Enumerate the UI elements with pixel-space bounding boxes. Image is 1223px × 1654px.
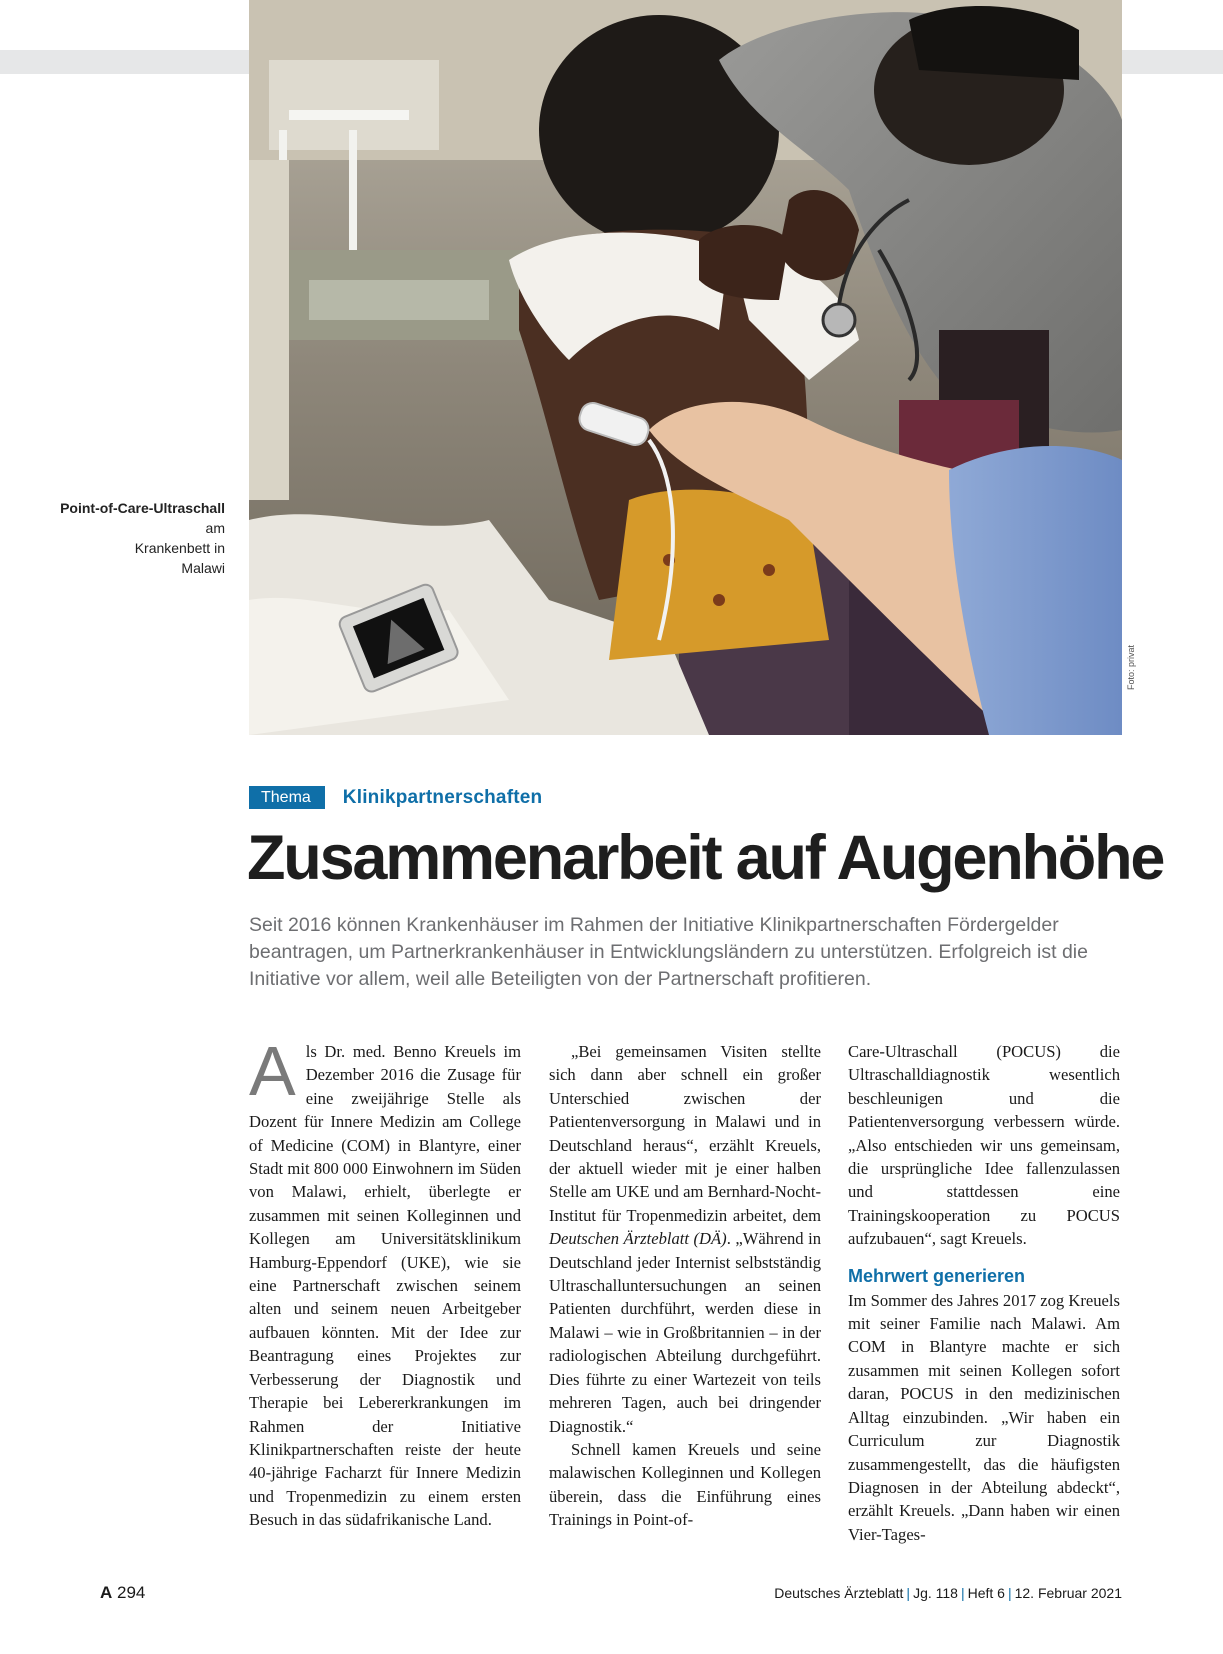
caption-rest-1: am [205,520,225,536]
separator: | [960,1585,965,1601]
body-paragraph: ls Dr. med. Benno Kreuels im Dezember 2016 die Zusage für eine zweijährige Stelle als Dozent für Innere Medizin am College of Medicine (COM) in Blantyre, einer Stadt mit 800 000 Einwohnern im Süden von Malawi, erhielt, überlegte er zusammen mit seinen Kolleginnen und Kollegen am Universitätsklinikum Hamburg-Eppendorf (UKE), wie sie eine Partnerschaft zwischen seinem alten und seinem neuen Arbeitgeber aufbauen könnten. Mit der Idee zur Beantragung eines Projektes zur Verbesserung der Diagnostik und Therapie bei Lebererkrankungen im Rahmen der Initiative Klinikpartnerschaften reiste der heute 40-jährige Facharzt für Innere Medizin und Tropenmedizin zu einem ersten Besuch in das südafrikanische Land. [249,1042,521,1530]
article-lead: Seit 2016 können Krankenhäuser im Rahmen der Initiative Klinikpartnerschaften Fördergelder beantragen, um Partnerkrankenhäuser in Entwicklungsländern zu unterstützen. Erfolgreich ist die Initiative vor allem, weil alle Beteiligten von der Partnerschaft profitieren. [249,914,1088,990]
body-paragraph: Im Sommer des Jahres 2017 zog Kreuels mit seiner Familie nach Malawi. Am COM in Blantyre machte er sich zusammen mit seinen Kollegen sofort daran, POCUS in den medizinischen Alltag einzubinden. „Wir haben ein Curriculum zur Diagnostik zusammengestellt, das die häufigsten Diagnosen in der Abteilung abdeckt“, erzählt Kreuels. „Dann haben wir einen Vier-Tages- [848,1290,1120,1544]
body-column-2 [549,1040,821,1532]
separator: | [906,1585,911,1601]
journal-name-italic: Deutschen Ärzteblatt (DÄ) [549,1229,727,1249]
body-column-1 [249,1032,521,1532]
page-number-value: 294 [117,1583,146,1602]
quote-text-b: . „Während in Deutschland jeder Internist selbstständig Ultraschalluntersuchungen an seinen Patienten durchführt, werden diese in Malawi – wie in Großbritannien – in der radiologischen Abteilung durchgeführt. Dies führte zu einer Wartezeit von teils mehreren Tagen, auch bei dringender Diagnostik.“ [549,1229,821,1436]
hero-photo-illustration [249,0,1122,735]
article-headline: Zusammenarbeit auf Augenhöhe [247,823,1164,893]
rubric-topic: Klinikpartnerschaften [342,786,543,808]
issue-info [600,1585,1122,1601]
subheading: Mehrwert generieren [848,1265,1026,1286]
rubric-label: Thema [249,786,325,809]
hero-photo [249,0,1122,735]
photo-credit: Foto: privat [1126,644,1136,690]
body-column-3 [848,1040,1120,1546]
dropcap: A [249,1032,296,1110]
date: 12. Februar 2021 [1014,1585,1122,1601]
volume: Jg. 118 [913,1585,958,1601]
body-paragraph: Schnell kamen Kreuels und seine malawischen Kolleginnen und Kollegen überein, dass die Einführung eines Trainings in Point-of- [549,1439,821,1530]
quote-text-a: „Bei gemeinsamen Visiten stellte sich dann aber schnell ein großer Unterschied zwischen der Patientenversorgung in Malawi und in Deutschland heraus“, erzählt Kreuels, der aktuell wieder mit je einer halben Stelle am UKE und am Bernhard-Nocht-Institut für Tropenmedizin arbeitet, dem [549,1042,821,1225]
caption-line-4: Malawi [181,560,225,576]
journal-title: Deutsches Ärzteblatt [774,1585,904,1601]
separator: | [1007,1585,1012,1601]
caption-bold: Point-of-Care-Ultraschall [60,500,225,516]
photo-caption [60,498,225,578]
body-paragraph [549,1040,821,1438]
page-number [100,1583,145,1603]
caption-line-3: Krankenbett in [134,540,225,556]
issue: Heft 6 [967,1585,1005,1601]
body-paragraph: Care-Ultraschall (POCUS) die Ultraschalldiagnostik wesentlich beschleunigen und die Patientenversorgung verbessern würde. „Also entschieden wir uns gemeinsam, die ursprüngliche Idee fallenzulassen und stattdessen eine Trainingskooperation zu POCUS aufzubauen“, sagt Kreuels. [848,1042,1120,1249]
section-rubric [249,786,542,809]
page-prefix: A [100,1583,113,1602]
